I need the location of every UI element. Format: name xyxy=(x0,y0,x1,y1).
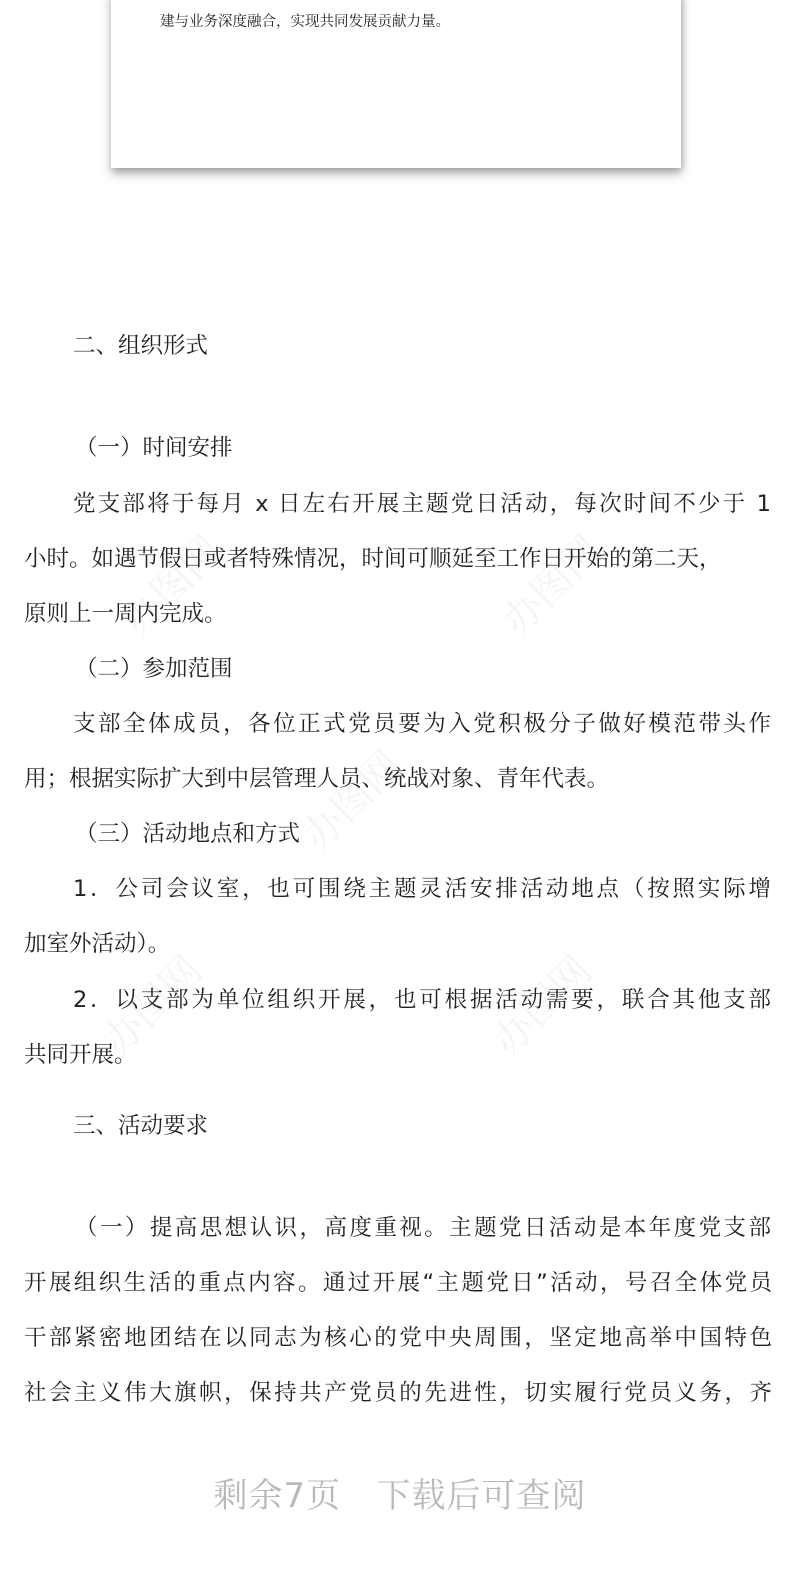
paragraph-line: 干部紧密地团结在以同志为核心的党中央周围，坚定地高举中国特色 xyxy=(24,1325,772,1351)
list-item-line: 1．公司会议室，也可围绕主题灵活安排活动地点（按照实际增 xyxy=(73,876,771,902)
list-item-line: 2．以支部为单位组织开展，也可根据活动需要，联合其他支部 xyxy=(73,987,771,1013)
paragraph-line: 社会主义伟大旗帜，保持共产党员的先进性，切实履行党员义务，齐 xyxy=(24,1380,772,1406)
paragraph-line: （一）提高思想认识，高度重视。主题党日活动是本年度党支部 xyxy=(75,1215,771,1241)
section-heading-3: 三、活动要求 xyxy=(73,1113,209,1139)
section-heading-2: 二、组织形式 xyxy=(73,333,209,359)
subheading-time: （一）时间安排 xyxy=(75,435,233,461)
paragraph-line: 用；根据实际扩大到中层管理人员、统战对象、青年代表。 xyxy=(24,766,610,792)
paragraph-line: 支部全体成员，各位正式党员要为入党积极分子做好模范带头作 xyxy=(73,711,771,737)
watermark xyxy=(487,521,612,646)
watermark xyxy=(287,736,412,861)
subheading-scope: （二）参加范围 xyxy=(75,656,233,682)
paragraph-line: 开展组织生活的重点内容。通过开展“主题党日”活动，号召全体党员 xyxy=(24,1270,772,1296)
document-preview-card xyxy=(111,0,681,168)
list-item-line: 加室外活动）。 xyxy=(24,931,171,957)
card-text-line: 建与业务深度融合，实现共同发展贡献力量。 xyxy=(160,14,450,30)
paragraph-line: 原则上一周内完成。 xyxy=(24,601,227,627)
paragraph-line: 党支部将于每月 x 日左右开展主题党日活动，每次时间不少于 1 xyxy=(73,491,771,517)
subheading-location: （三）活动地点和方式 xyxy=(75,821,301,847)
list-item-line: 共同开展。 xyxy=(24,1042,137,1068)
paragraph-line: 小时。如遇节假日或者特殊情况，时间可顺延至工作日开始的第二天， xyxy=(24,546,722,572)
remaining-pages-notice[interactable]: 剩余7页 下载后可查阅 xyxy=(213,1476,587,1516)
